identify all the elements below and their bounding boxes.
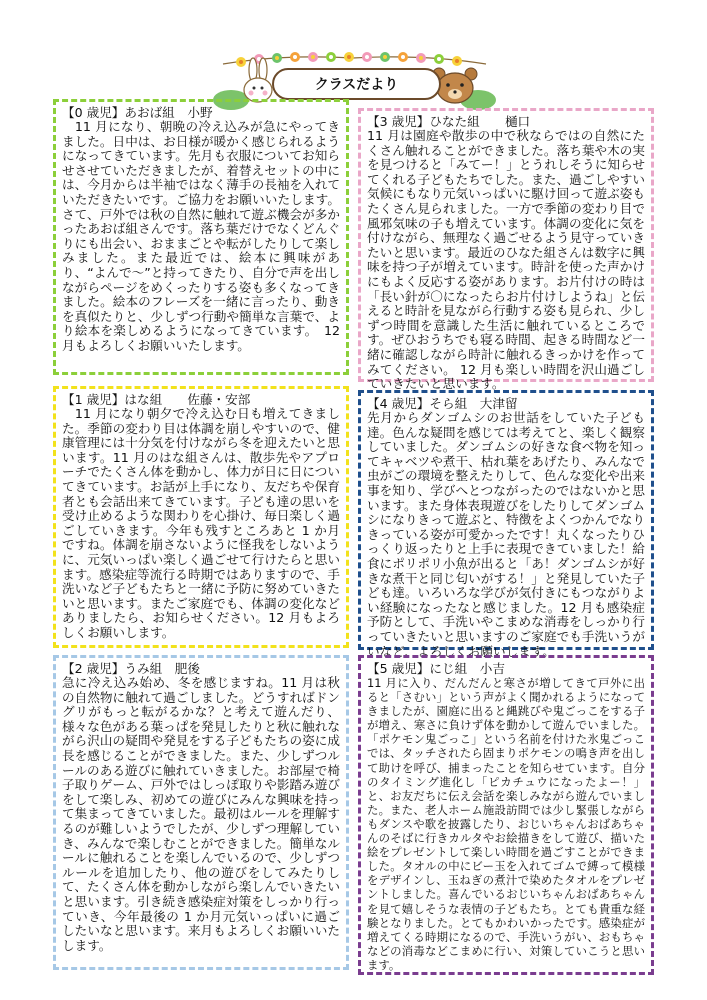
class-heading: 【5 歳児】にじ組 小吉 [367, 661, 505, 676]
class-body-text: 11 月は園庭や散歩の中で秋ならではの自然にたくさん触れることができました。落ち葉や木の実を見つけると「みてー！」とうれしそうに知らせてくれる子どもたちでした。また、過ごしやすい気候にもなり元気いっぱいに駆け回って遊ぶ姿もたくさん見られました。一方で季節の変わり目で風邪気味の子も増えています。体調の変化に気を付けながら、無理なく過ごせるよう見守っていきたいと思います。最近のひなた組さんは数字に興味を持つ子が増えています。時計を使った声かけにもよく反応する姿があります。お片付けの時は「長い針が〇になったらお片付けしようね」と伝えると時計を見ながら行動する姿も見られ、少しずつ時間を意識した生活に触れているところです。ぜひおうちでも寝る時間、起きる時間など一緒に確認しながら時計に触れるきっかけを作ってみてください。 12 月も楽しい時間を沢山過ごしていきたいと思います。 [367, 128, 645, 392]
class-body-text: 11 月に入り、だんだんと寒さが増してきて戸外に出ると「さむい」という声がよく聞かれるようになってきましたが、園庭に出ると縄跳びや鬼ごっこをする子が増え、寒さに負けず体を動かして遊んでいました。「ポケモン鬼ごっこ」という名前を付けた氷鬼ごっこでは、タッチされたら固まりポケモンの鳴き声を出して助けを呼び、捕まったことを知らせています。自分のタイミング進化し「ピカチュウになったよー！」と、お友だちに伝え会話を楽しみながら遊んでいました。また、老人ホーム施設訪問では少し緊張しながらもダンスや歌を披露したり、おじいちゃんおばあちゃんのそばに行きカルタやお絵描きをして遊び、描いた絵をプレゼントして楽しい時間を過ごすことができました。タオルの中にビー玉を入れてゴムで縛って模様をデザインし、玉ねぎの煮汁で染めたタオルをプレゼントしました。喜んでいるおじいちゃんおばあちゃんを見て嬉しそうな表情の子どもたち。とても貴重な経験となりました。とてもかわいかったです。感染症が増えてくる時期になるので、手洗いうがい、おもちゃなどの消毒などこまめに行い、対策していこうと思います。 [367, 676, 645, 972]
class-box-age3-hinata [358, 108, 654, 392]
class-body-text: 11 月になり、朝晩の冷え込みが急にやってきました。日中は、お日様が暖かく感じられるようになってきています。先月も衣服についてお知らせさせていただきましたが、着替えセットの中には、今月からは半袖ではなく薄手の長袖を入れていただきたいです。ご協力をお願いいたします。さて、戸外では秋の自然に触れて遊ぶ機会が多かったあおば組さんです。落ち葉だけでなくどんぐりにも出会い、おままごとや転がしたりして楽しみました。また最近では、絵本に興味があり、“よんで～”と持ってきたり、自分で声を出しながらページをめくったりする姿も多くなってきました。絵本のフレーズを一緒に言ったり、動きを真似たりと、少しずつ行動や簡単な言葉で、より絵本を楽しめるようになってきています。 12 月もよろしくお願いいたします。 [62, 119, 340, 353]
class-heading: 【2 歳児】うみ組 肥後 [62, 661, 200, 676]
page-title: クラスだより [272, 68, 441, 100]
class-heading: 【0 歳児】あおば組 小野 [62, 105, 213, 120]
flower-garland-icon [236, 52, 462, 67]
class-body-text: 先月からダンゴムシのお世話をしていた子ども達。色んな疑問を感じては考えてと、楽しく観察していました。ダンゴムシの好きな食べ物を知ってキャベツや煮干、枯れ葉をあげたり、みんなで虫がごの環境を整えたりして、色んな変化や出来事を知り、学びへとつながったのではないかと思います。また身体表現遊びをしたりしてダンゴムシになりきって遊ぶと、特徴をよくつかんでなりきっている姿が可愛かったです！丸くなったりひっくり返ったりと上手に表現できていました！給食にポリポリ小魚が出ると「あ！ダンゴムシが好きな煮干と同じ匂いがする！」と発見していた子ども達。いろいろな学びが気付きにもつながりよい経験になったなと感じました。12 月も感染症予防として、手洗いやこまめな消毒をしっかり行っていきたいと思いますのご家庭でも手洗いうがいなど、よろしくお願いします。 [367, 410, 645, 659]
class-box-age0-aoba [53, 99, 349, 375]
class-box-age2-umi [53, 655, 349, 970]
class-heading: 【4 歳児】そら組 大津留 [367, 396, 518, 411]
class-body-text: 急に冷え込み始め、冬を感じますね。11 月は秋の自然物に触れて過ごしました。どうすればドングリがもっと転がるかな？と考えて遊んだり、様々な色がある葉っぱを発見したりと秋に触れながら沢山の疑問や発見をする子どもたちの姿に成長を感じることができました。また、少しずつルールのある遊びに触れていきました。お部屋で椅子取りゲーム、戸外ではしっぽ取りや影踏み遊びをして楽しみ、初めての遊びにみんな興味を持って集まってきていました。最初はルールを理解するのが難しいようでしたが、少しずつ理解していき、みんなで楽しむことができました。簡単なルールに触れることを楽しんでいるので、少しずつルールを追加したり、他の遊びをしてみたりして、たくさん体を動かしながら楽しんでいきたいと思います。引き続き感染症対策をしっかり行っていき、今年最後の 1 か月元気いっぱいに過ごしたいなと思います。来月もよろしくお願いいたします。 [62, 675, 340, 953]
class-body-text: 11 月になり朝夕で冷え込む日も増えてきました。季節の変わり目は体調を崩しやすいので、健康管理には十分気を付けながら冬を迎えたいと思います。11 月のはな組さんは、散歩先やアプローチでたくさん体を動かし、体力が日に日についてきています。お話が上手になり、友だちや保育者とも会話出来てきています。子ども達の思いを受け止めるような関わりを心掛け、毎日楽しく過ごしていきます。今年も残すところあと 1 か月ですね。体調を崩さないように怪我をしないように、元気いっぱい楽しく過ごせて行けたらと思います。感染症等流行る時期ではありますので、手洗いなど子どもたちと一緒に予防に努めていきたいと思います。またご家庭でも、体調の変化などありましたら、お知らせください。12 月もよろしくお願いします。 [62, 406, 340, 640]
class-box-age1-hana [53, 386, 349, 648]
class-heading: 【1 歳児】はな組 佐藤・安部 [62, 392, 251, 407]
class-box-age4-sora [358, 390, 654, 659]
rabbit-icon [244, 58, 272, 102]
class-box-age5-niji [358, 655, 654, 975]
class-heading: 【3 歳児】ひなた組 樋口 [367, 114, 531, 129]
